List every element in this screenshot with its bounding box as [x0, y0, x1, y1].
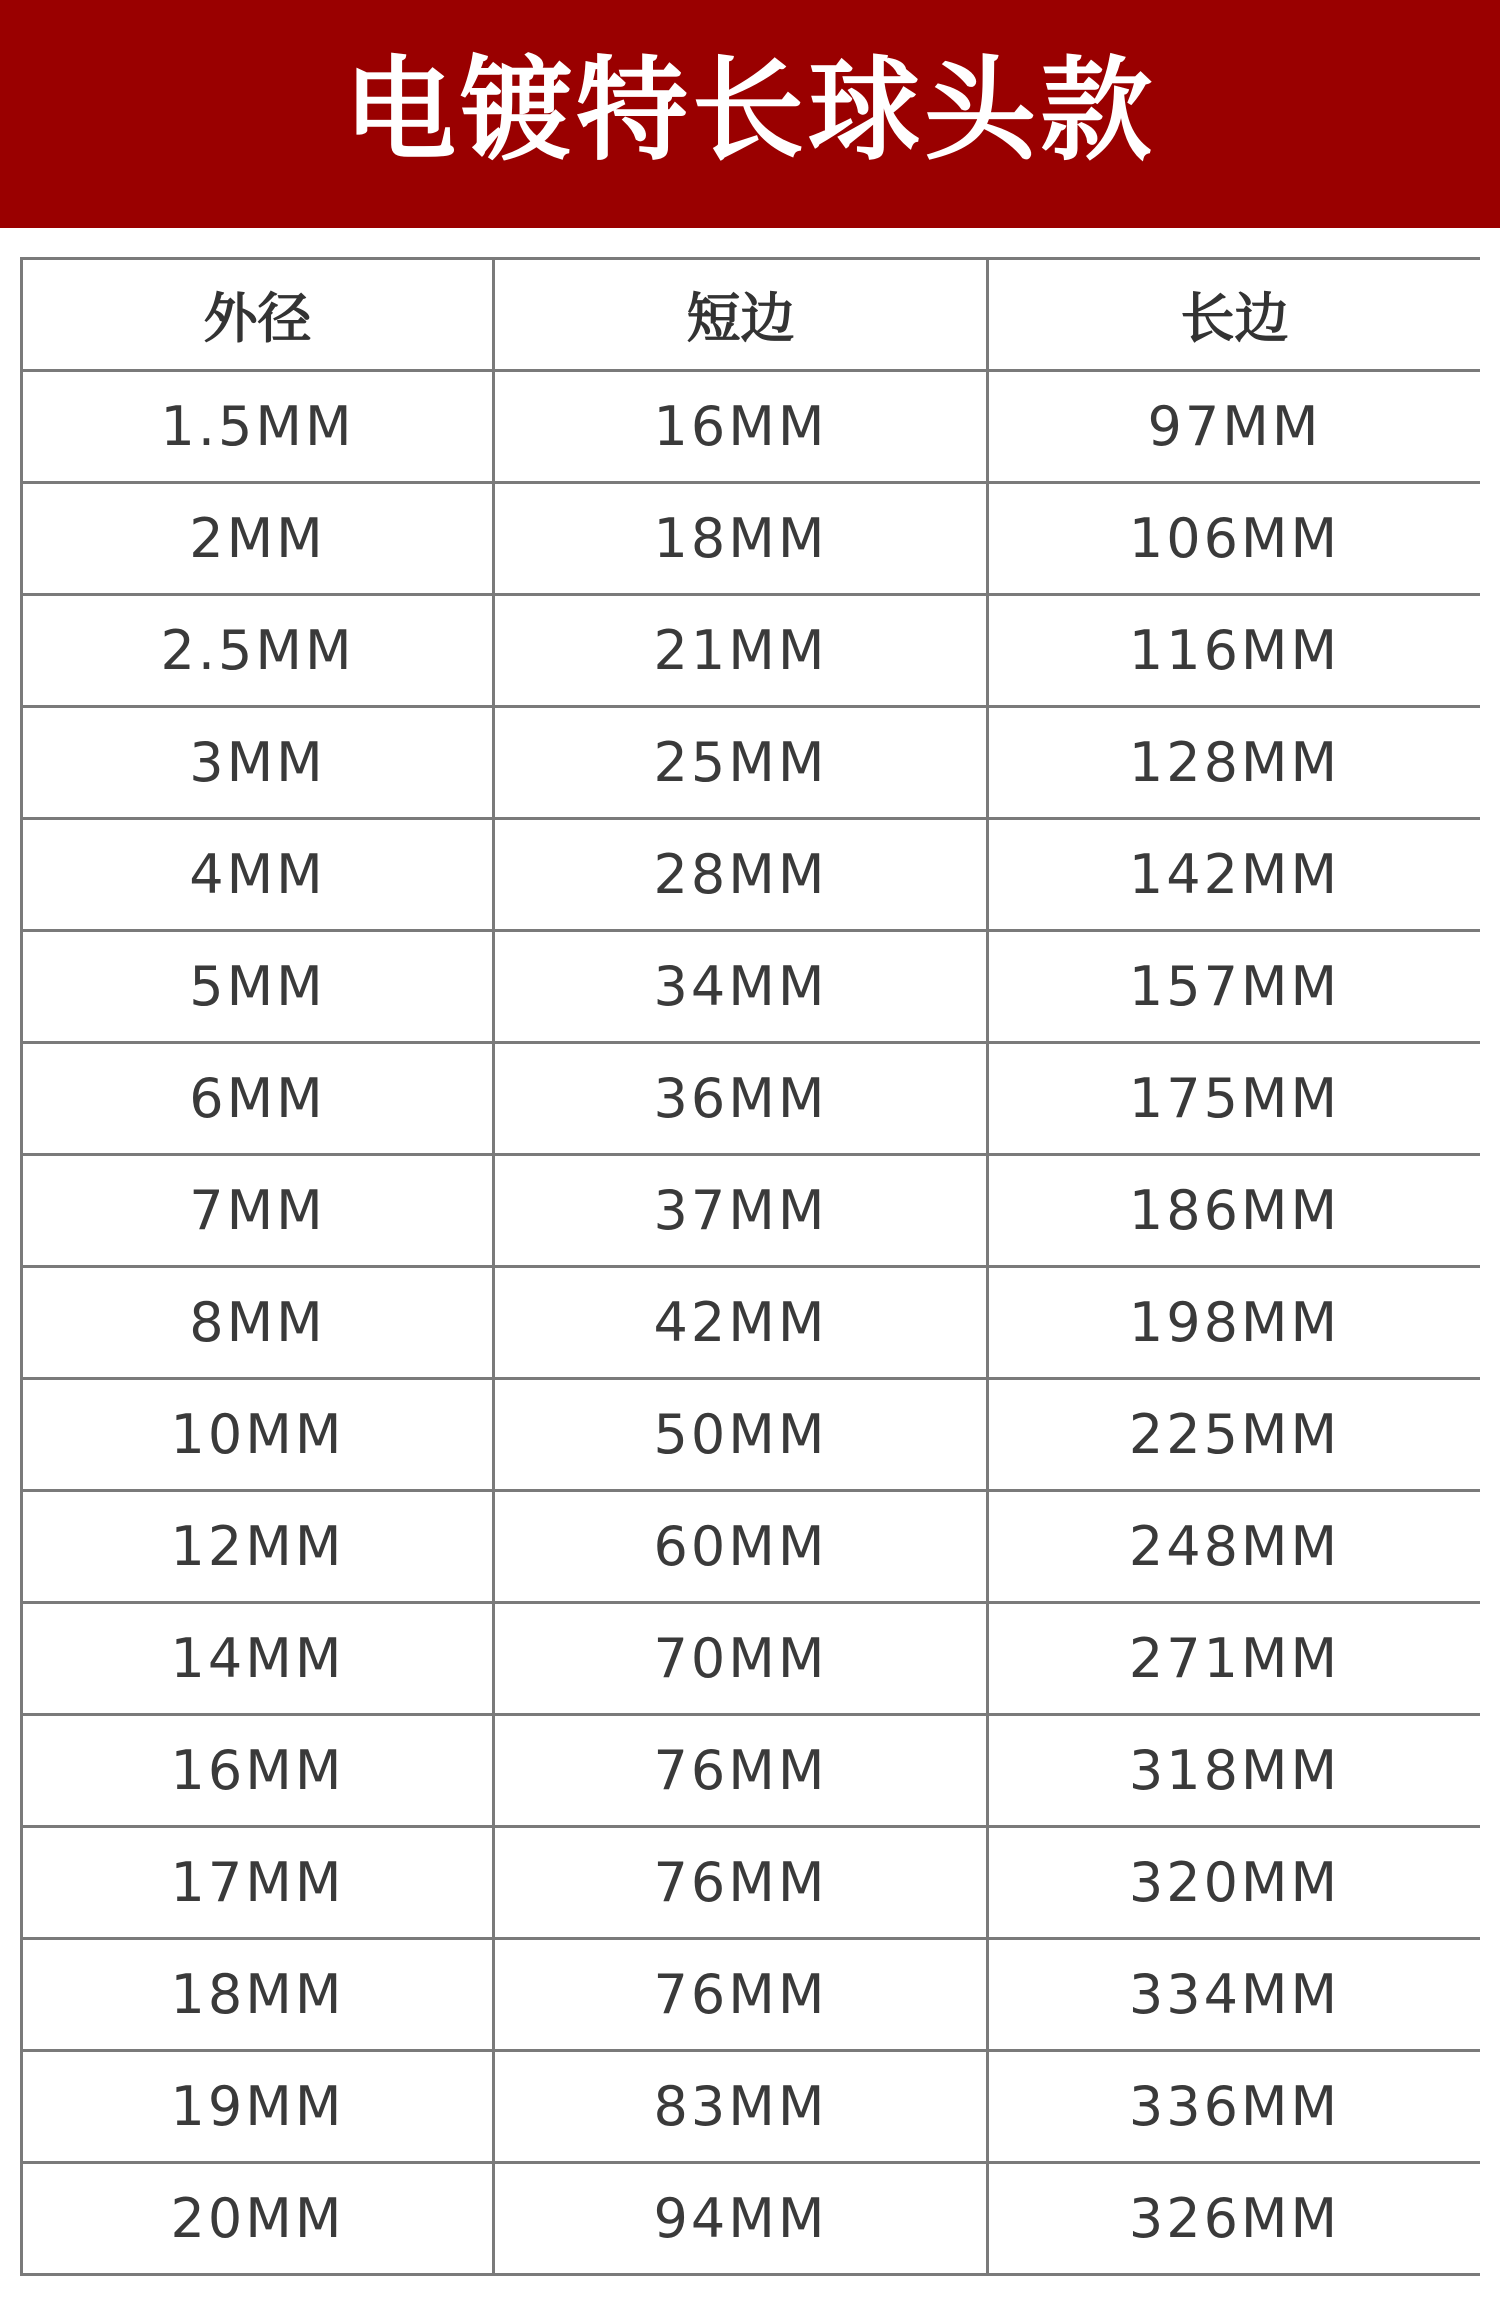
- table-row: [22, 595, 1481, 707]
- table-row: [22, 2163, 1481, 2275]
- cell-short-side: 83MM: [494, 2051, 988, 2163]
- cell-outer-diameter: 2MM: [22, 483, 494, 595]
- cell-short-side: 76MM: [494, 1715, 988, 1827]
- cell-short-side: 18MM: [494, 483, 988, 595]
- cell-outer-diameter: 2.5MM: [22, 595, 494, 707]
- header-outer-diameter: 外径: [22, 259, 494, 371]
- table-row: [22, 1043, 1481, 1155]
- cell-long-side: 198MM: [988, 1267, 1481, 1379]
- table-row: [22, 1939, 1481, 2051]
- cell-outer-diameter: 14MM: [22, 1603, 494, 1715]
- cell-short-side: 34MM: [494, 931, 988, 1043]
- table-row: [22, 707, 1481, 819]
- table-row: [22, 1491, 1481, 1603]
- cell-long-side: 128MM: [988, 707, 1481, 819]
- table-row: [22, 1267, 1481, 1379]
- cell-outer-diameter: 7MM: [22, 1155, 494, 1267]
- cell-short-side: 70MM: [494, 1603, 988, 1715]
- cell-long-side: 326MM: [988, 2163, 1481, 2275]
- cell-long-side: 336MM: [988, 2051, 1481, 2163]
- cell-long-side: 225MM: [988, 1379, 1481, 1491]
- cell-outer-diameter: 1.5MM: [22, 371, 494, 483]
- cell-outer-diameter: 6MM: [22, 1043, 494, 1155]
- cell-short-side: 25MM: [494, 707, 988, 819]
- cell-long-side: 320MM: [988, 1827, 1481, 1939]
- table-body: [22, 371, 1481, 2275]
- table-row: [22, 2051, 1481, 2163]
- cell-short-side: 60MM: [494, 1491, 988, 1603]
- table-row: [22, 483, 1481, 595]
- cell-long-side: 175MM: [988, 1043, 1481, 1155]
- cell-outer-diameter: 17MM: [22, 1827, 494, 1939]
- cell-outer-diameter: 12MM: [22, 1491, 494, 1603]
- page-title: 电镀特长球头款: [344, 46, 1156, 176]
- cell-long-side: 271MM: [988, 1603, 1481, 1715]
- cell-short-side: 94MM: [494, 2163, 988, 2275]
- cell-short-side: 28MM: [494, 819, 988, 931]
- table-row: [22, 931, 1481, 1043]
- table-row: [22, 819, 1481, 931]
- table-row: [22, 1715, 1481, 1827]
- cell-long-side: 157MM: [988, 931, 1481, 1043]
- spec-table-container: [20, 257, 1480, 2322]
- cell-short-side: 76MM: [494, 1827, 988, 1939]
- header-long-side: 长边: [988, 259, 1481, 371]
- title-banner: [0, 0, 1500, 228]
- cell-outer-diameter: 3MM: [22, 707, 494, 819]
- spec-table: [20, 257, 1480, 2276]
- cell-outer-diameter: 4MM: [22, 819, 494, 931]
- cell-short-side: 42MM: [494, 1267, 988, 1379]
- cell-outer-diameter: 20MM: [22, 2163, 494, 2275]
- cell-short-side: 16MM: [494, 371, 988, 483]
- cell-short-side: 37MM: [494, 1155, 988, 1267]
- cell-outer-diameter: 16MM: [22, 1715, 494, 1827]
- cell-long-side: 334MM: [988, 1939, 1481, 2051]
- table-row: [22, 1827, 1481, 1939]
- cell-long-side: 97MM: [988, 371, 1481, 483]
- cell-outer-diameter: 8MM: [22, 1267, 494, 1379]
- table-row: [22, 1603, 1481, 1715]
- cell-short-side: 50MM: [494, 1379, 988, 1491]
- table-header-row: [22, 259, 1481, 371]
- cell-long-side: 106MM: [988, 483, 1481, 595]
- table-row: [22, 371, 1481, 483]
- table-row: [22, 1379, 1481, 1491]
- header-short-side: 短边: [494, 259, 988, 371]
- table-row: [22, 1155, 1481, 1267]
- cell-outer-diameter: 5MM: [22, 931, 494, 1043]
- cell-long-side: 248MM: [988, 1491, 1481, 1603]
- cell-long-side: 186MM: [988, 1155, 1481, 1267]
- cell-long-side: 318MM: [988, 1715, 1481, 1827]
- cell-short-side: 36MM: [494, 1043, 988, 1155]
- cell-long-side: 142MM: [988, 819, 1481, 931]
- cell-outer-diameter: 18MM: [22, 1939, 494, 2051]
- cell-outer-diameter: 10MM: [22, 1379, 494, 1491]
- cell-outer-diameter: 19MM: [22, 2051, 494, 2163]
- cell-long-side: 116MM: [988, 595, 1481, 707]
- cell-short-side: 76MM: [494, 1939, 988, 2051]
- cell-short-side: 21MM: [494, 595, 988, 707]
